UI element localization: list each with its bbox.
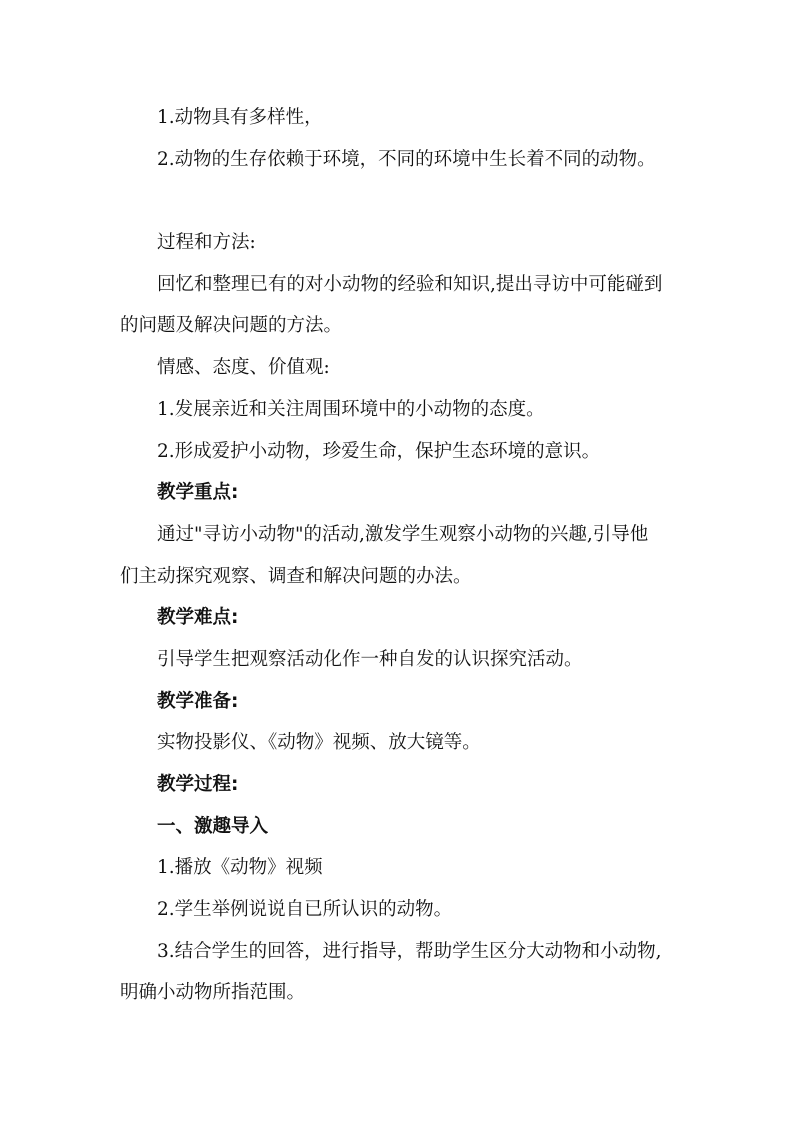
knowledge-item-2: 2.动物的生存依赖于环境，不同的环境中生长着不同的动物。 [157,149,656,170]
knowledge-item-1: 1.动物具有多样性， [157,107,323,128]
process-step-1: 1.播放《动物》视频 [157,857,323,878]
key-points-body-line-1: 通过"寻访小动物"的活动,激发学生观察小动物的兴趣,引导他 [157,524,649,545]
key-points-body-line-2: 们主动探究观察、调查和解决问题的办法。 [120,566,472,587]
key-points-heading: 教学重点: [157,482,239,503]
process-method-body-line-2: 的问题及解决问题的方法。 [120,315,343,336]
preparation-heading: 教学准备: [157,691,239,712]
process-method-body-line-1: 回忆和整理已有的对小动物的经验和知识,提出寻访中可能碰到 [157,274,663,295]
process-step-2: 2.学生举例说说自已所认识的动物。 [157,899,453,920]
difficult-points-heading: 教学难点: [157,607,239,628]
process-step-3: 3.结合学生的回答，进行指导，帮助学生区分大动物和小动物, [157,941,662,962]
attitude-heading: 情感、态度、价值观: [157,357,330,378]
process-method-heading: 过程和方法: [157,232,256,253]
process-heading: 教学过程: [157,774,239,795]
preparation-body: 实物投影仪、《动物》视频、放大镜等。 [157,732,481,753]
attitude-item-1: 1.发展亲近和关注周围环境中的小动物的态度。 [157,399,545,420]
difficult-points-body: 引导学生把观察活动化作一种自发的认识探究活动。 [157,649,583,670]
attitude-item-2: 2.形成爱护小动物，珍爱生命，保护生态环境的意识。 [157,441,601,462]
process-step-3-line-2: 明确小动物所指范围。 [120,982,306,1003]
section-1-heading: 一、激趣导入 [157,816,269,837]
